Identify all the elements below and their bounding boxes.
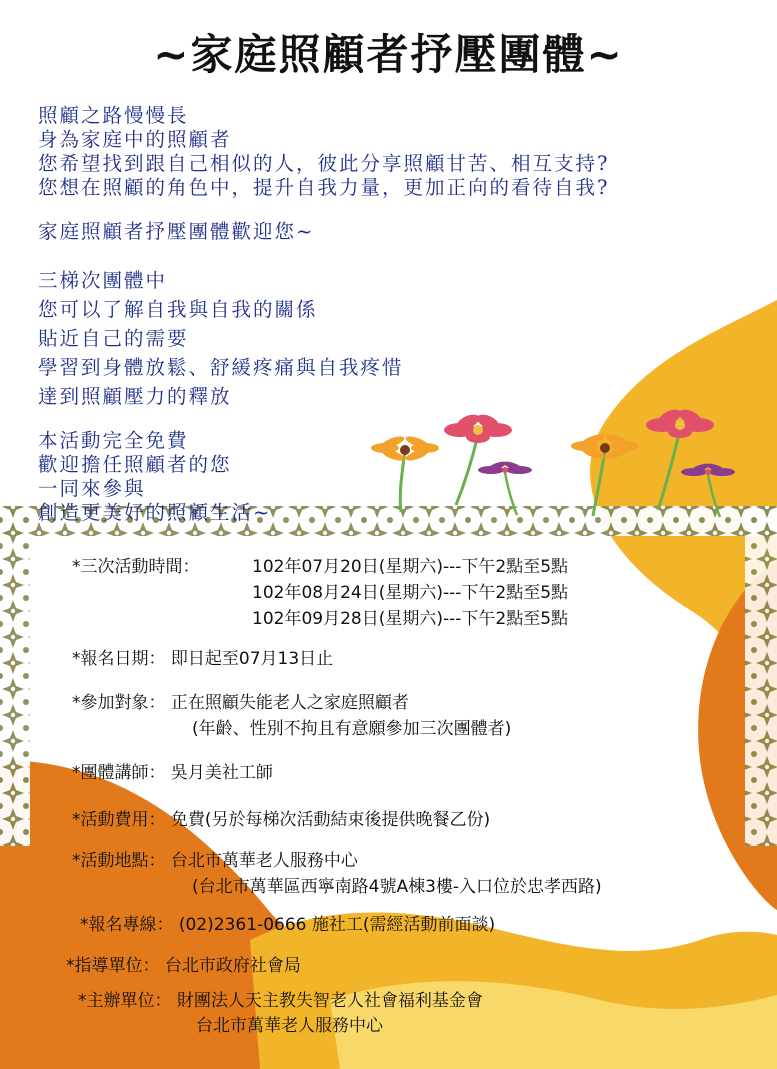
participants-value: 正在照顧失能老人之家庭照顧者 [170,693,409,713]
intro-line: 本活動完全免費 [38,429,189,452]
schedule-label: *三次活動時間： [72,557,200,577]
intro-line: 學習到身體放鬆、舒緩疼痛與自我疼惜 [38,356,404,379]
intro-line: 照顧之路慢慢長 [38,104,189,127]
intro-line: 您可以了解自我與自我的關係 [38,298,318,321]
intro-line: 您希望找到跟自己相似的人，彼此分享照顧甘苦、相互支持? [38,152,610,175]
intro-line: 身為家庭中的照顧者 [38,128,232,151]
intro-line: 一同來參與 [38,477,146,500]
supervisor-label: *指導單位： [66,956,160,976]
registration-date-value: 即日起至07月13日止 [170,649,334,669]
participants-row [72,692,409,714]
intro-line: 貼近自己的需要 [38,327,189,350]
hotline-value: (02)2361-0666 施社工(需經活動前面談) [178,915,496,935]
intro-line: 創造更美好的照顧生活~ [38,501,272,524]
organizer-value-2: 台北市萬華老人服務中心 [196,1016,383,1036]
schedule-row [72,556,200,578]
organizer-row [78,990,483,1012]
intro-line: 達到照顧壓力的釋放 [38,385,232,408]
page-title: ~家庭照顧者抒壓團體~ [153,30,624,79]
fee-label: *活動費用： [72,810,166,830]
location-row [72,850,358,872]
location-address: (台北市萬華區西寧南路4號A棟3樓-入口位於忠孝西路) [192,877,602,897]
supervisor-value: 台北市政府社會局 [164,956,301,976]
supervisor-row [66,955,301,977]
intro-line: 您想在照顧的角色中，提升自我力量，更加正向的看待自我? [38,176,610,199]
hotline-row [80,914,495,936]
schedule-date-1: 102年07月20日(星期六)---下午2點至5點 [252,557,569,577]
organizer-value: 財團法人天主教失智老人社會福利基金會 [176,991,483,1011]
instructor-row [72,762,273,784]
intro-line: 歡迎擔任照顧者的您 [38,453,232,476]
participants-label: *參加對象： [72,693,166,713]
schedule-date-3: 102年09月28日(星期六)---下午2點至5點 [252,609,569,629]
instructor-label: *團體講師： [72,763,166,783]
instructor-value: 吳月美社工師 [170,763,273,783]
registration-date-row [72,648,333,670]
hotline-label: *報名專線： [80,915,174,935]
location-value: 台北市萬華老人服務中心 [170,851,358,871]
intro-line: 家庭照顧者抒壓團體歡迎您~ [38,220,315,243]
fee-value: 免費(另於每梯次活動結束後提供晚餐乙份) [170,810,491,830]
registration-date-label: *報名日期： [72,649,166,669]
schedule-date-2: 102年08月24日(星期六)---下午2點至5點 [252,583,569,603]
intro-line: 三梯次團體中 [38,269,168,292]
fee-row [72,809,490,831]
organizer-label: *主辦單位： [78,991,172,1011]
participants-note: (年齡、性別不拘且有意願參加三次團體者) [192,719,512,739]
location-label: *活動地點： [72,851,166,871]
